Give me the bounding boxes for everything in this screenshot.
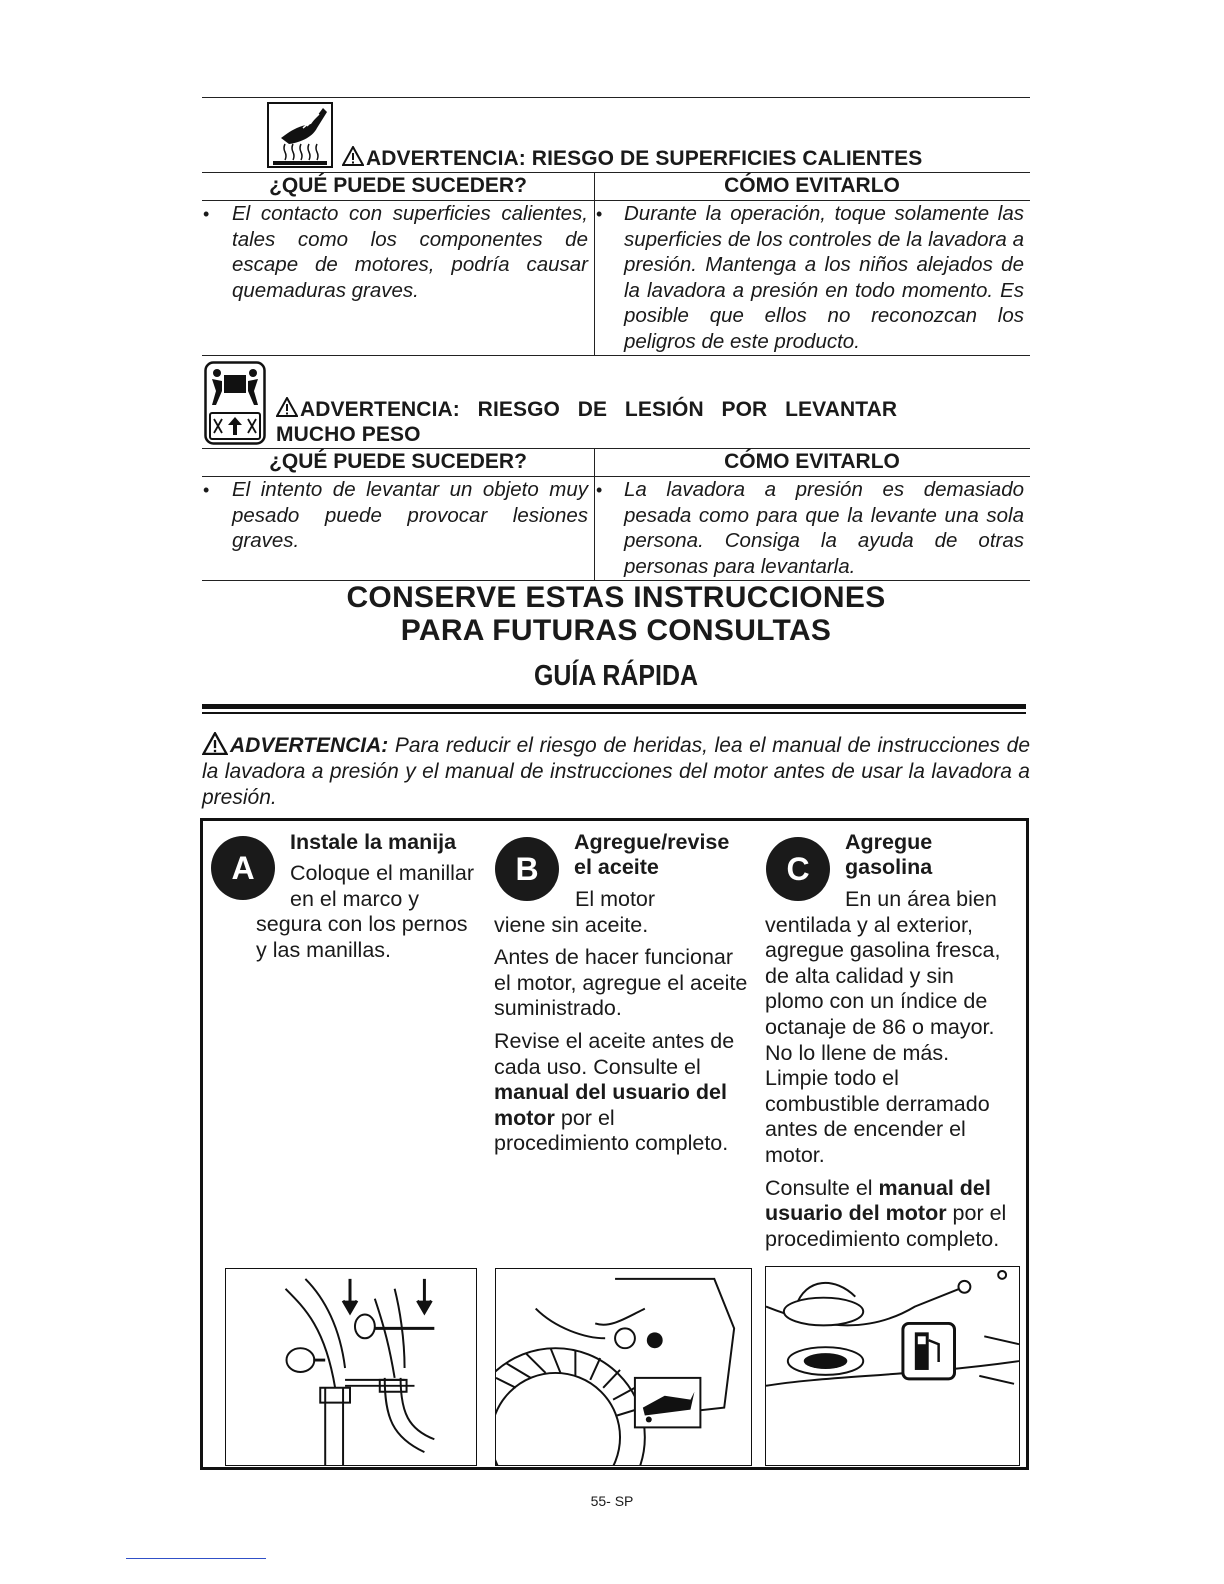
warning2-title-line2: MUCHO PESO [276, 423, 421, 446]
step-c-illustration [765, 1266, 1020, 1466]
heavy-lift-icon [204, 361, 266, 445]
warning1-right-text: Durante la operación, toque solamente las superficies de los controles de la lavadora a presión. Mantenga a los niños alejados de la lavadora a presión en todo momento. Es posible que ellos no reconozcan los peligros de este producto. [624, 202, 1024, 353]
warning-triangle-icon [342, 146, 364, 166]
warning2-col-left-header: ¿QUÉ PUEDE SUCEDER? [269, 450, 527, 473]
warning-triangle-icon [202, 732, 228, 755]
step-b-illustration [495, 1268, 752, 1466]
quick-guide-title: GUÍA RÁPIDA [534, 660, 698, 692]
save-instructions-line2: PARA FUTURAS CONSULTAS [400, 614, 832, 647]
save-instructions-line1: CONSERVE ESTAS INSTRUCCIONES [346, 581, 886, 614]
warning2-right-bullet: • [596, 480, 603, 500]
footer-link-underline [126, 1558, 266, 1559]
warning-triangle-icon [276, 397, 298, 417]
warning1-col-divider [594, 172, 595, 355]
quick-warning [202, 732, 1030, 811]
step-a-illustration [225, 1268, 477, 1466]
warning2-col-divider [594, 448, 595, 580]
warning2-col-right-header: CÓMO EVITARLO [724, 450, 900, 473]
step-b-text: El motor viene sin aceite. Antes de hacer funcionar el motor, agregue el aceite suministrado. Revise el aceite antes de cada uso. Consulte el manual del usuario del motor por el procedimiento completo. [494, 887, 748, 1156]
warning2-left-bullet: • [203, 480, 210, 500]
quick-guide-rule-thin [202, 712, 1026, 714]
quick-guide-rule-thick [202, 704, 1026, 709]
page-number: 55- SP [590, 1493, 634, 1509]
step-a-text: Coloque el manillar en el marco y segura con los pernos y las manillas. [256, 861, 475, 962]
warning1-title: ADVERTENCIA: RIESGO DE SUPERFICIES CALIENTES [342, 146, 922, 171]
quick-warning-text: Para reducir el riesgo de heridas, lea el manual de instrucciones de la lavadora a presión y el manual de instrucciones del motor antes de usar la lavadora a presión. [202, 734, 1030, 809]
warning1-rule-top [202, 172, 1030, 173]
step-c-badge: C [766, 837, 830, 901]
step-c-text: En un área bien ventilada y al exterior, agregue gasolina fresca, de alta calidad y sin plomo con un índice de octanaje de 86 o mayor. No lo llene de más. Limpie todo el combustible derramado antes de encender el motor. Consulte el manual del usuario del motor por el procedimiento completo. [765, 887, 1007, 1251]
warning1-col-right-header: CÓMO EVITARLO [724, 174, 900, 197]
warning1-col-left-header: ¿QUÉ PUEDE SUCEDER? [269, 174, 527, 197]
step-c-title: Agregue gasolina [845, 830, 933, 879]
step-a-title: Instale la manija [290, 830, 457, 854]
step-a-badge: A [211, 836, 275, 900]
warning1-left-bullet: • [203, 204, 210, 224]
hot-surface-icon [267, 102, 333, 168]
warning2-title-line1: ADVERTENCIA: RIESGO DE LESIÓN POR LEVANTAR [300, 398, 898, 421]
warning2-rule-top [202, 448, 1030, 449]
warning1-left-text: El contacto con superficies calientes, tales como los componentes de escape de motores, podría causar quemaduras graves. [232, 202, 588, 302]
top-rule [202, 97, 1030, 98]
warning1-right-bullet: • [596, 204, 603, 224]
step-b-badge: B [495, 837, 559, 901]
warning2-title [276, 397, 1024, 447]
warning1-rule-bottom [202, 355, 1030, 356]
quick-warning-label: ADVERTENCIA: [230, 734, 389, 757]
warning2-right-text: La lavadora a presión es demasiado pesada como para que la levante una sola persona. Consiga la ayuda de otras personas para levantarla. [624, 478, 1024, 578]
warning2-left-text: El intento de levantar un objeto muy pesado puede provocar lesiones graves. [232, 478, 588, 552]
step-b-title: Agregue/revise el aceite [574, 830, 730, 879]
